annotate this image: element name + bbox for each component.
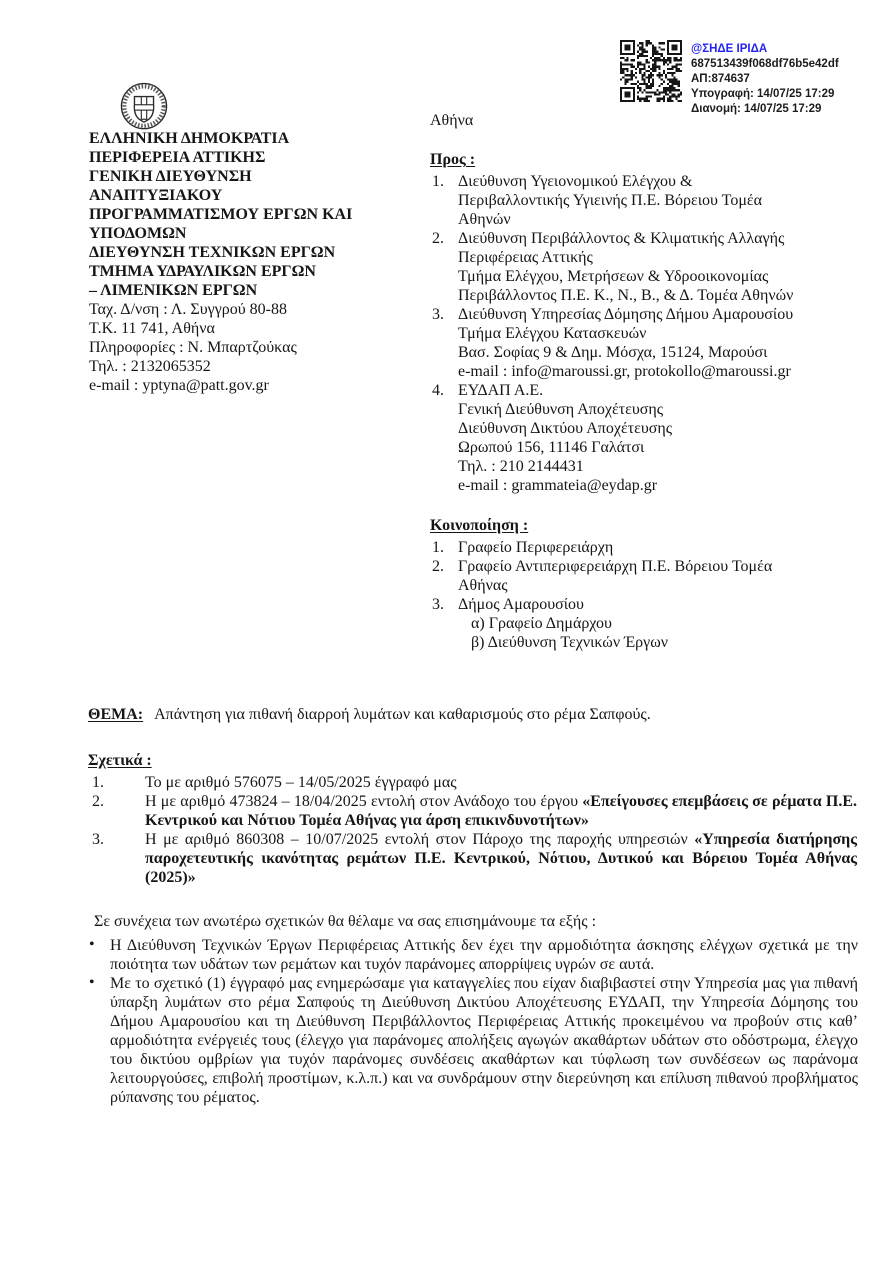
sender-org-line: ΕΛΛΗΝΙΚΗ ΔΗΜΟΚΡΑΤΙΑ <box>89 130 290 147</box>
bullet-text: Η Διεύθυνση Τεχνικών Έργων Περιφέρειας Αττικής δεν έχει την αρμοδιότητα άσκησης ελέγχων σχετικά με την ποιότητα των υδάτων των ρεμάτων και τυχόν παράνομες απορρίψεις υγρών σε αυτά. <box>110 937 858 973</box>
irida-stamp <box>620 40 839 117</box>
sender-phone: Τηλ. : 2132065352 <box>89 358 211 375</box>
cc-line: Δήμος Αμαρουσίου <box>458 596 584 613</box>
sender-org-line: – ΛΙΜΕΝΙΚΩΝ ΕΡΓΩΝ <box>89 282 258 299</box>
recipient-line: Τηλ. : 210 2144431 <box>458 458 584 475</box>
recipient-number: 3. <box>432 306 444 323</box>
sender-email: e-mail : yptyna@patt.gov.gr <box>89 377 269 394</box>
cc-section <box>430 516 878 652</box>
recipient-item <box>430 229 878 305</box>
recipient-line: Διεύθυνση Δικτύου Αποχέτευσης <box>458 420 673 437</box>
sender-org-line: ΠΡΟΓΡΑΜΜΑΤΙΣΜΟΥ ΕΡΓΩΝ ΚΑΙ <box>89 206 353 223</box>
recipient-line: Τμήμα Ελέγχου Κατασκευών <box>458 325 647 342</box>
bullet-marker: • <box>89 936 95 953</box>
cc-heading: Κοινοποίηση : <box>430 517 529 534</box>
sender-address: Ταχ. Δ/νση : Λ. Συγγρού 80-88 <box>89 301 288 318</box>
stamp-distribution-time: Διανομή: 14/07/25 17:29 <box>691 103 822 115</box>
recipient-line: ΕΥΔΑΠ Α.Ε. <box>458 382 544 399</box>
sender-org-line: ΔΙΕΥΘΥΝΣΗ ΤΕΧΝΙΚΩΝ ΕΡΓΩΝ <box>89 244 336 261</box>
cc-item <box>430 538 878 557</box>
recipient-number: 2. <box>432 230 444 247</box>
reference-item <box>88 830 857 887</box>
recipient-line: Τμήμα Ελέγχου, Μετρήσεων & Υδροοικονομίας <box>458 268 769 285</box>
reference-text: Η με αριθμό 860308 – 10/07/2025 εντολή στον Πάροχο της παροχής υπηρεσιών <box>145 831 695 848</box>
stamp-hash: 687513439f068df76b5e42df <box>691 58 839 70</box>
intro-line: Σε συνέχεια των ανωτέρω σχετικών θα θέλαμε να σας επισημάνουμε τα εξής : <box>94 913 597 930</box>
bullet-item <box>88 974 858 1107</box>
cc-subline: β) Διεύθυνση Τεχνικών Έργων <box>471 634 668 651</box>
subject-line <box>88 705 860 724</box>
references-section <box>88 751 857 887</box>
recipient-line: Περιφέρειας Αττικής <box>458 249 593 266</box>
recipient-number: 1. <box>432 173 444 190</box>
greek-coat-of-arms-icon <box>117 81 171 133</box>
sender-block <box>89 129 435 395</box>
bullet-item <box>88 936 858 974</box>
reference-title: «Επείγουσες επεμβάσεις σε ρέματα Π.Ε. Κεντρικού και Νότιου Τομέα Αθήνας για άρση επικινδυνοτήτων» <box>145 793 858 829</box>
reference-number: 1. <box>92 774 104 791</box>
cc-line: Γραφείο Αντιπεριφερειάρχη Π.Ε. Βόρειου Τομέα <box>458 558 773 575</box>
reference-item <box>88 792 857 830</box>
recipients-section <box>430 150 878 495</box>
stamp-platform: @ΣΗΔΕ ΙΡΙΔΑ <box>691 43 768 55</box>
recipient-line: Περιβαλλοντικής Υγιεινής Π.Ε. Βόρειου Τομέα <box>458 192 763 209</box>
cc-line: Αθήνας <box>458 577 508 594</box>
recipient-line: e-mail : grammateia@eydap.gr <box>458 477 658 494</box>
cc-item <box>430 595 878 652</box>
stamp-signature-time: Υπογραφή: 14/07/25 17:29 <box>691 88 835 100</box>
sender-org-line: ΑΝΑΠΤΥΞΙΑΚΟΥ <box>89 187 223 204</box>
recipient-line: Ωρωπού 156, 11146 Γαλάτσι <box>458 439 645 456</box>
city-label: Αθήνα <box>430 112 474 129</box>
recipient-number: 4. <box>432 382 444 399</box>
recipient-item <box>430 172 878 229</box>
recipient-line: Βασ. Σοφίας 9 & Δημ. Μόσχα, 15124, Μαρούσι <box>458 344 768 361</box>
reference-text: Το με αριθμό 576075 – 14/05/2025 έγγραφό μας <box>145 774 457 791</box>
recipient-line: Αθηνών <box>458 211 511 228</box>
cc-number: 3. <box>432 596 444 613</box>
sender-org-line: ΤΜΗΜΑ ΥΔΡΑΥΛΙΚΩΝ ΕΡΓΩΝ <box>89 263 316 280</box>
recipient-line: Γενική Διεύθυνση Αποχέτευσης <box>458 401 664 418</box>
reference-title: «Υπηρεσία διατήρησης παροχετευτικής ικανότητας ρεμάτων Π.Ε. Κεντρικού, Νότιου, Δυτικού και Βόρειου Τομέα Αθήνας (2025)» <box>145 831 857 886</box>
cc-number: 2. <box>432 558 444 575</box>
recipient-line: Διεύθυνση Υπηρεσίας Δόμησης Δήμου Αμαρουσίου <box>458 306 794 323</box>
sender-postal: Τ.Κ. 11 741, Αθήνα <box>89 320 215 337</box>
reference-item <box>88 773 857 792</box>
stamp-protocol-number: ΑΠ:874637 <box>691 73 750 85</box>
sender-org-line: ΥΠΟΔΟΜΩΝ <box>89 225 187 242</box>
recipient-item <box>430 305 878 381</box>
recipient-line: e-mail : info@maroussi.gr, protokollo@maroussi.gr <box>458 363 791 380</box>
cc-number: 1. <box>432 539 444 556</box>
cc-item <box>430 557 878 595</box>
sender-org-line: ΓΕΝΙΚΗ ΔΙΕΥΘΥΝΣΗ <box>89 168 252 185</box>
body-section <box>88 912 858 1107</box>
stamp-text <box>691 40 839 117</box>
bullet-marker: • <box>89 974 95 991</box>
subject-label: ΘΕΜΑ: <box>88 706 144 723</box>
subject-text: Απάντηση για πιθανή διαρροή λυμάτων και καθαρισμούς στο ρέμα Σαπφούς. <box>154 706 651 723</box>
sender-org-line: ΠΕΡΙΦΕΡΕΙΑ ΑΤΤΙΚΗΣ <box>89 149 266 166</box>
reference-number: 2. <box>92 793 104 810</box>
cc-subline: α) Γραφείο Δημάρχου <box>471 615 612 632</box>
references-heading: Σχετικά : <box>88 752 152 769</box>
reference-text: Η με αριθμό 473824 – 18/04/2025 εντολή στον Ανάδοχο του έργου <box>145 793 583 810</box>
reference-number: 3. <box>92 831 104 848</box>
sender-contact-person: Πληροφορίες : Ν. Μπαρτζούκας <box>89 339 297 356</box>
recipients-heading: Προς : <box>430 151 476 168</box>
recipient-line: Περιβάλλοντος Π.Ε. Κ., Ν., Β., & Δ. Τομέα Αθηνών <box>458 287 794 304</box>
bullet-text: Με το σχετικό (1) έγγραφό μας ενημερώσαμε για καταγγελίες που είχαν διαβιβαστεί στην Υπηρεσία μας για πιθανή ύπαρξη λυμάτων στο ρέμα Σαπφούς τη Διεύθυνση Δικτύου Αποχέτευσης ΕΥΔΑΠ, την Υπηρεσία Δόμησης του Δήμου Αμαρουσίου και τη Διεύθυνση Περιβάλλοντος Περιφέρειας Αττικής προκειμένου να προβούν στις καθ’ αρμοδιότητα ενέργειές τους (έλεγχο για παράνομες απολήξεις αγωγών ακαθάρτων υδάτων στο οδόστρωμα, έλεγχο του δικτύου ομβρίων για τυχόν παράνομες συνδέσεις ακαθάρτων και τύφλωση των συνδέσεων ως παράνομα λειτουργούσες, επιβολή προστίμων, κ.λ.π.) και να συνδράμουν στην διερεύνηση και επίλυση πιθανού προβλήματος ρύπανσης του ρέματος. <box>110 975 858 1106</box>
recipient-item <box>430 381 878 495</box>
qr-code-icon <box>620 40 682 102</box>
recipient-line: Διεύθυνση Υγειονομικού Ελέγχου & <box>458 173 693 190</box>
recipient-line: Διεύθυνση Περιβάλλοντος & Κλιματικής Αλλαγής <box>458 230 785 247</box>
cc-line: Γραφείο Περιφερειάρχη <box>458 539 614 556</box>
